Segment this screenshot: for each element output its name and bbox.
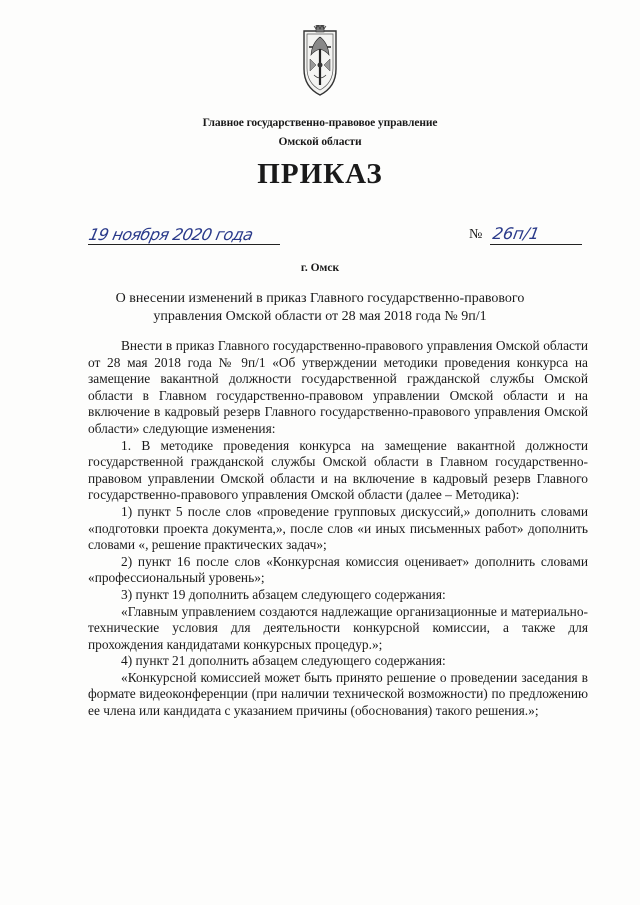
subitem-4-paragraph: 4) пункт 21 дополнить абзацем следующего содержания: — [121, 653, 446, 669]
omsk-coat-of-arms-icon — [300, 25, 340, 99]
subitem-3-paragraph: 3) пункт 19 дополнить абзацем следующего содержания: — [121, 586, 446, 602]
document-subject — [100, 290, 540, 326]
document-body — [88, 338, 588, 720]
date-underline — [88, 244, 280, 245]
number-underline — [490, 244, 582, 245]
subject-line2: управления Омской области от 28 мая 2018 года № 9п/1 — [153, 309, 487, 324]
subitem-1-paragraph: 1) пункт 5 после слов «проведение групповых дискуссий,» дополнить словами «подготовки проекта документа,», после слов «и иных письменных работ» дополнить словами «, решение практических задач»; — [88, 503, 588, 553]
document-type-title: ПРИКАЗ — [257, 158, 383, 190]
number-sign: № — [469, 227, 483, 242]
organization-name-line2: Омской области — [278, 136, 362, 148]
quote-3-paragraph: «Главным управлением создаются надлежащие организационные и материально-технические условия для деятельности конкурсной комиссии, а также для прохождения кандидатами конкурсных процедур.»; — [88, 603, 588, 652]
subitem-2-paragraph: 2) пункт 16 после слов «Конкурсная комиссия оценивает» дополнить словами «профессиональный уровень»; — [88, 553, 588, 586]
city-name: г. Омск — [300, 262, 340, 274]
intro-paragraph: Внести в приказ Главного государственно-правового управления Омской области от 28 мая 2018 года № 9п/1 «Об утверждении методики проведения конкурса на замещение вакантной должности государственной гражданской службы Омской области в Главном государственно-правовом управлении Омской области и на включение в кадровый резерв Главного государственно-правового управления Омской области» следующие изменения: — [88, 338, 588, 436]
handwritten-number: 26п/1 — [491, 224, 542, 243]
subject-line1: О внесении изменений в приказ Главного государственно-правового — [115, 291, 525, 306]
organization-name-line1: Главное государственно-правовое управление — [202, 117, 438, 129]
handwritten-date: 19 ноября 2020 года — [86, 225, 255, 244]
item-1-paragraph: 1. В методике проведения конкурса на замещение вакантной должности государственной гражданской службы Омской области в Главном государственно-правовом управлении Омской области и на включение в кадровый резерв Главного государственно-правового управления Омской области (далее – Методика): — [88, 437, 588, 503]
quote-4-paragraph: «Конкурсной комиссией может быть принято решение о проведении заседания в формате видеоконференции (при наличии технической возможности) по предложению ее члена или кандидата с указанием причины (обоснования) такого решения.»; — [88, 669, 588, 719]
